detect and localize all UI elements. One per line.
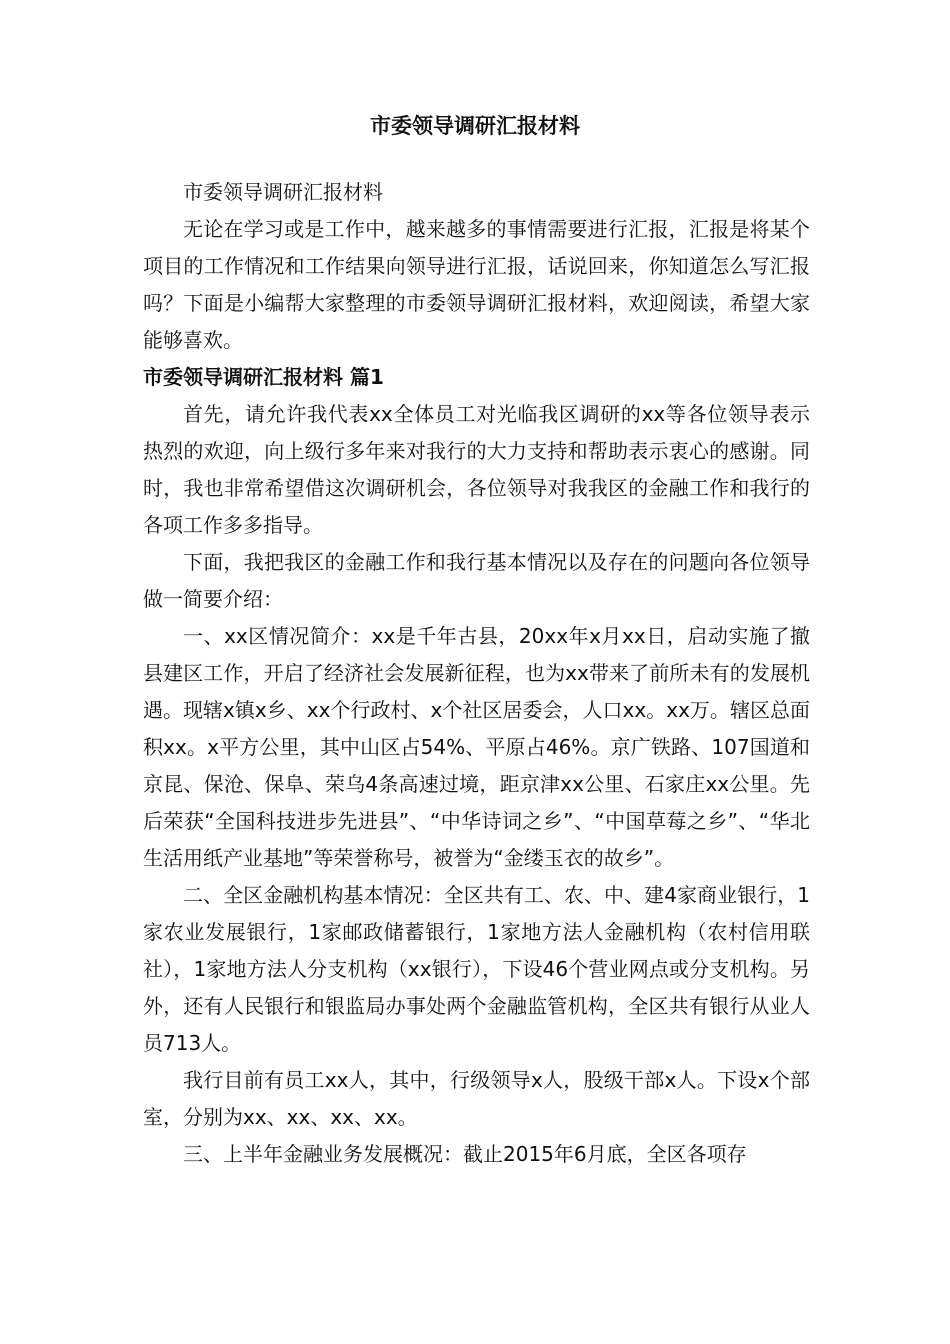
section-paragraph: 我行目前有员工xx人，其中，行级领导x人，股级干部x人。下设x个部室，分别为xx、xx、xx、xx。 xyxy=(143,1068,810,1129)
document-body xyxy=(143,174,810,1173)
intro-paragraph: 市委领导调研汇报材料 xyxy=(183,180,383,204)
section-heading: 市委领导调研汇报材料 篇1 xyxy=(143,365,384,389)
section-paragraph: 一、xx区情况简介：xx是千年古县，20xx年x月xx日，启动实施了撤县建区工作，开启了经济社会发展新征程，也为xx带来了前所未有的发展机遇。现辖x镇x乡、xx个行政村、x个社区居委会，人口xx。xx万。辖区总面积xx。x平方公里，其中山区占54%、平原占46%。京广铁路、107国道和京昆、保沧、保阜、荣乌4条高速过境，距京津xx公里、石家庄xx公里。先后荣获“全国科技进步先进县”、“中华诗词之乡”、“中国草莓之乡”、“华北生活用纸产业基地”等荣誉称号，被誉为“金缕玉衣的故乡”。 xyxy=(143,624,810,870)
document-title: 市委领导调研汇报材料 xyxy=(370,114,580,138)
intro-paragraph: 无论在学习或是工作中，越来越多的事情需要进行汇报，汇报是将某个项目的工作情况和工作结果向领导进行汇报，话说回来，你知道怎么写汇报吗？下面是小编帮大家整理的市委领导调研汇报材料，欢迎阅读，希望大家能够喜欢。 xyxy=(143,217,810,352)
section-paragraph: 首先，请允许我代表xx全体员工对光临我区调研的xx等各位领导表示热烈的欢迎，向上级行多年来对我行的大力支持和帮助表示衷心的感谢。同时，我也非常希望借这次调研机会，各位领导对我我区的金融工作和我行的各项工作多多指导。 xyxy=(143,402,810,537)
section-paragraph: 下面，我把我区的金融工作和我行基本情况以及存在的问题向各位领导做一简要介绍： xyxy=(143,550,810,611)
section-paragraph: 二、全区金融机构基本情况：全区共有工、农、中、建4家商业银行，1家农业发展银行，1家邮政储蓄银行，1家地方法人金融机构（农村信用联社），1家地方法人分支机构（xx银行），下设46个营业网点或分支机构。另外，还有人民银行和银监局办事处两个金融监管机构，全区共有银行从业人员713人。 xyxy=(143,883,810,1055)
section-paragraph: 三、上半年金融业务发展概况：截止2015年6月底，全区各项存 xyxy=(183,1142,747,1166)
